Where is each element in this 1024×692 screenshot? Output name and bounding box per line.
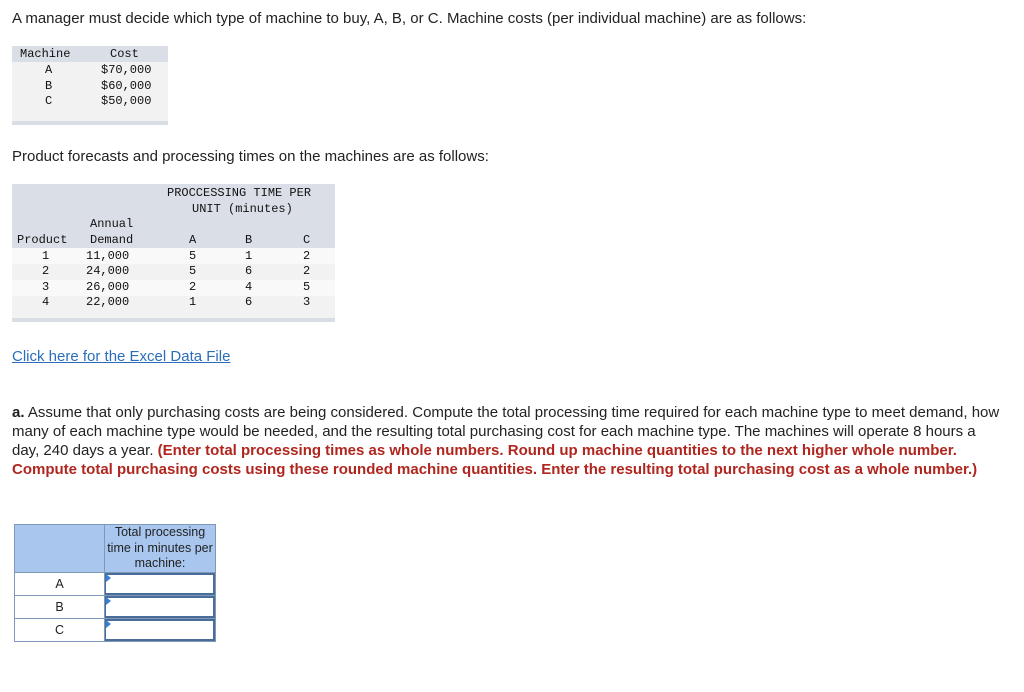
intro-text: A manager must decide which type of machine to buy, A, B, or C. Machine costs (per individual machine) are as follows: [12, 10, 807, 27]
proc-header-a: A [189, 233, 197, 247]
proc-cell-a: 1 [189, 295, 197, 309]
proc-cell-c: 2 [303, 264, 311, 278]
proc-group-header-sub: UNIT (minutes) [192, 202, 293, 216]
proc-annual-label: Annual [90, 217, 134, 231]
processing-time-input-a[interactable] [105, 573, 215, 595]
input-indicator-icon [106, 597, 111, 605]
processing-time-input-c[interactable] [105, 619, 215, 641]
cost-row-machine: C [45, 94, 53, 108]
proc-cell-demand: 22,000 [86, 295, 130, 309]
proc-cell-b: 1 [245, 248, 253, 263]
cost-header-cost: Cost [110, 47, 139, 61]
proc-cell-b: 4 [245, 279, 253, 294]
proc-cell-demand: 24,000 [86, 264, 130, 278]
answer-table [14, 524, 216, 642]
proc-cell-c: 5 [303, 279, 311, 294]
question-instruction: (Enter total processing times as whole numbers. Round up machine quantities to the next higher whole number. Compute total purchasing costs using these rounded machine quantities. Enter the resulting total purchasing cost as a whole number.) [12, 442, 978, 478]
proc-cell-c: 2 [303, 248, 311, 263]
processing-time-table [12, 184, 335, 322]
input-indicator-icon [106, 574, 111, 582]
answer-row-label-b: B [15, 596, 105, 619]
proc-cell-b: 6 [245, 295, 253, 309]
proc-cell-product: 4 [42, 295, 50, 309]
proc-cell-a: 5 [189, 264, 197, 278]
proc-cell-demand: 26,000 [86, 279, 130, 294]
cost-row-value: $60,000 [101, 78, 152, 93]
proc-cell-a: 5 [189, 248, 197, 263]
proc-header-b: B [245, 233, 253, 247]
proc-cell-product: 1 [42, 248, 50, 263]
proc-group-header: PROCCESSING TIME PER [167, 186, 312, 200]
question-a [12, 403, 1007, 479]
forecast-intro-text: Product forecasts and processing times on the machines are as follows: [12, 148, 489, 165]
proc-cell-b: 6 [245, 264, 253, 278]
proc-cell-a: 2 [189, 279, 197, 294]
input-indicator-icon [106, 620, 111, 628]
answer-row-label-a: A [15, 573, 105, 596]
cost-row-value: $50,000 [101, 94, 152, 108]
proc-cell-demand: 11,000 [86, 248, 130, 263]
answer-cell-c [105, 619, 216, 642]
question-label: a. [12, 404, 25, 421]
proc-header-product: Product [17, 233, 68, 247]
cost-row-machine: A [45, 63, 53, 77]
answer-cell-b [105, 596, 216, 619]
proc-header-demand: Demand [90, 233, 134, 247]
excel-data-file-link[interactable]: Click here for the Excel Data File [12, 348, 231, 365]
proc-cell-product: 2 [42, 264, 50, 278]
answer-column-header: Total processing time in minutes per machine: [105, 525, 216, 573]
answer-row-label-c: C [15, 619, 105, 642]
answer-corner-cell [15, 525, 105, 573]
cost-row-value: $70,000 [101, 63, 152, 77]
cost-row-machine: B [45, 78, 53, 93]
machine-cost-table [12, 46, 168, 125]
question-text: Assume that only purchasing costs are being considered. Compute the total processing time required for each machine type to meet demand, how many of each machine type would be needed, and the resulting total purchasing cost for each machine type. The machines will operate 8 hours a day, 240 days a year. [12, 404, 1000, 459]
cost-header-machine: Machine [20, 47, 71, 61]
processing-time-input-b[interactable] [105, 596, 215, 618]
proc-cell-product: 3 [42, 279, 50, 294]
proc-cell-c: 3 [303, 295, 311, 309]
proc-header-c: C [303, 233, 311, 247]
answer-cell-a [105, 573, 216, 596]
